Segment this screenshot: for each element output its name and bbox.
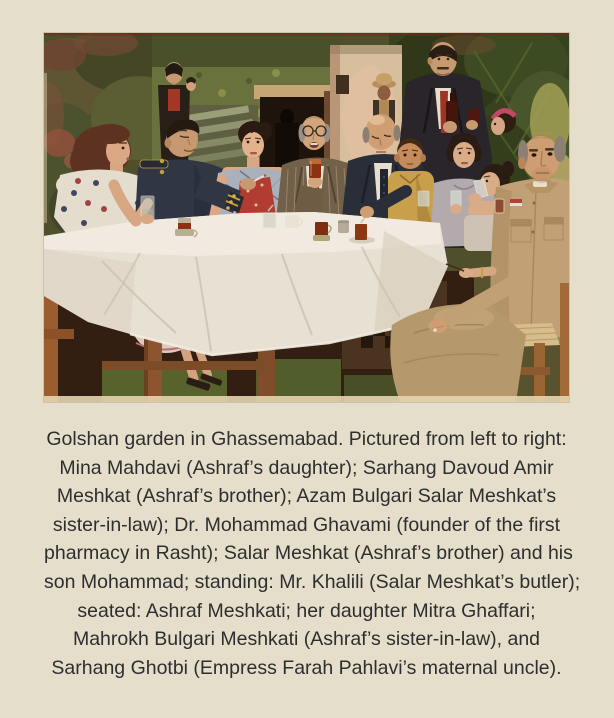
caption-line: Golshan garden in Ghassemabad. Pictured from left to right: — [46, 428, 567, 450]
photo-figure — [44, 33, 581, 682]
photo-edge-effects — [44, 33, 569, 402]
photo-caption — [44, 425, 581, 682]
caption-line: sister-in-law); Dr. Mohammad Ghavami (founder of the first — [52, 513, 561, 536]
caption-line: son Mohammad; standing: Mr. Khalili (Salar Meshkat’s butler); — [44, 570, 581, 593]
caption-line: seated: Ashraf Meshkati; her daughter Mitra Ghaffari; — [77, 599, 536, 622]
photo-box — [44, 33, 569, 402]
garden-photo — [44, 33, 569, 402]
caption-line: Mina Mahdavi (Ashraf’s daughter); Sarhang Davoud Amir — [59, 456, 554, 479]
caption-line: pharmacy in Rasht); Salar Meshkat (Ashraf’s brother) and his — [44, 542, 573, 565]
caption-line: Meshkat (Ashraf’s brother); Azam Bulgari Salar Meshkat’s — [56, 485, 557, 508]
caption-line: Sarhang Ghotbi (Empress Farah Pahlavi’s maternal uncle). — [51, 656, 562, 679]
caption-line: Mahrokh Bulgari Meshkati (Ashraf’s sister-in-law), and — [72, 628, 541, 651]
